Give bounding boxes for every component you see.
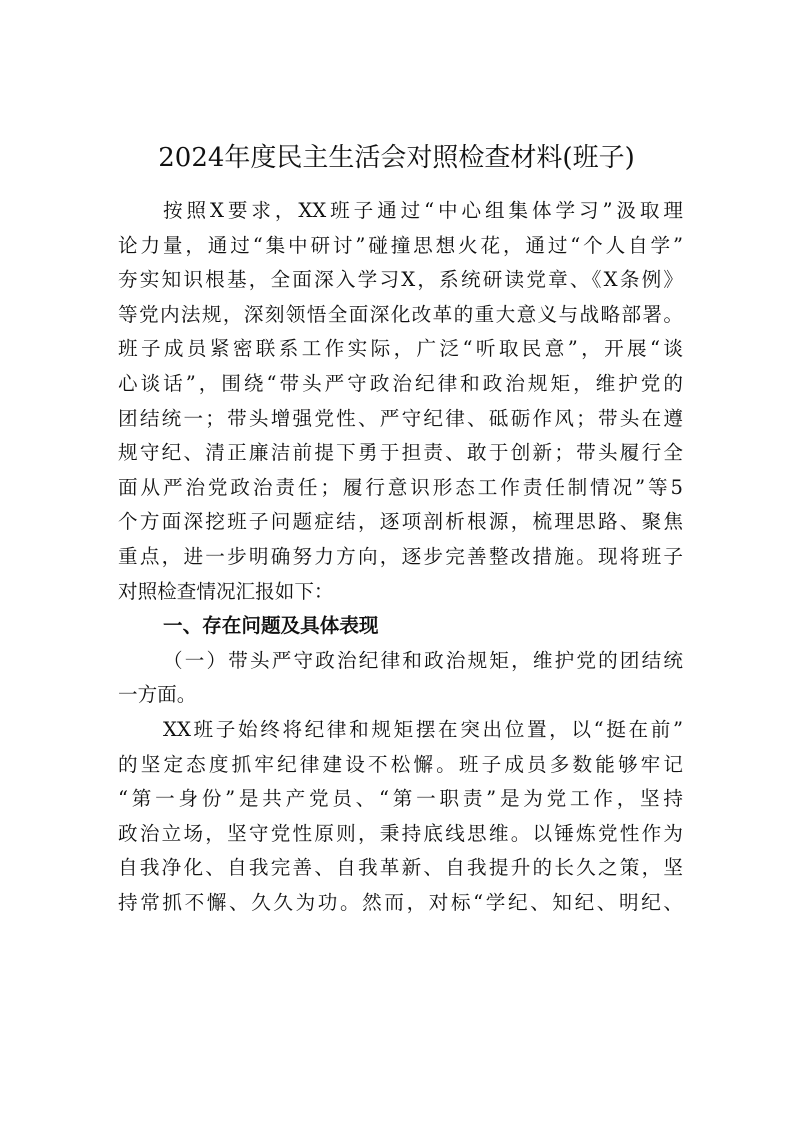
- text-line: “第一身份”是共产党员、“第一职责”是为党工作，坚持: [118, 787, 683, 811]
- paragraph-body: [118, 713, 683, 921]
- document-body: [118, 194, 683, 920]
- paragraph-intro: [118, 194, 683, 609]
- document-title: 2024年度民主生活会对照检查材料(班子): [158, 143, 635, 173]
- text-line: 规守纪、清正廉洁前提下勇于担责、敢于创新；带头履行全: [118, 441, 683, 465]
- text-line: 论力量，通过“集中研讨”碰撞思想火花，通过“个人自学”: [118, 233, 683, 257]
- section-heading: 一、存在问题及具体表现: [163, 614, 379, 638]
- text-line: 的坚定态度抓牢纪律建设不松懈。班子成员多数能够牢记: [118, 752, 683, 776]
- text-line: 夯实知识根基，全面深入学习X，系统研读党章、《X条例》: [118, 268, 683, 292]
- text-line: （一）带头严守政治纪律和政治规矩，维护党的团结统: [163, 648, 683, 672]
- text-line: XX班子始终将纪律和规矩摆在突出位置，以“挺在前”: [163, 717, 683, 741]
- text-line: 重点，进一步明确努力方向，逐步完善整改措施。现将班子: [118, 544, 683, 568]
- text-line: 个方面深挖班子问题症结，逐项剖析根源，梳理思路、聚焦: [118, 510, 683, 534]
- subsection-heading: [118, 644, 683, 713]
- text-line: 按照X要求，XX班子通过“中心组集体学习”汲取理: [163, 199, 683, 222]
- text-line: 面从严治党政治责任；履行意识形态工作责任制情况”等5: [118, 475, 683, 499]
- text-line: 自我净化、自我完善、自我革新、自我提升的长久之策，坚: [118, 856, 683, 880]
- text-line: 心谈话”，围绕“带头严守政治纪律和政治规矩，维护党的: [118, 371, 683, 395]
- text-line: 对照检查情况汇报如下：: [118, 579, 334, 603]
- text-line: 等党内法规，深刻领悟全面深化改革的重大意义与战略部署。: [118, 302, 683, 326]
- text-line: 政治立场，坚守党性原则，秉持底线思维。以锤炼党性作为: [118, 821, 683, 845]
- text-line: 持常抓不懈、久久为功。然而，对标“学纪、知纪、明纪、: [118, 890, 683, 914]
- text-line: 团结统一；带头增强党性、严守纪律、砥砺作风；带头在遵: [118, 406, 683, 430]
- text-line: 一方面。: [118, 683, 197, 707]
- text-line: 班子成员紧密联系工作实际，广泛“听取民意”，开展“谈: [118, 337, 683, 361]
